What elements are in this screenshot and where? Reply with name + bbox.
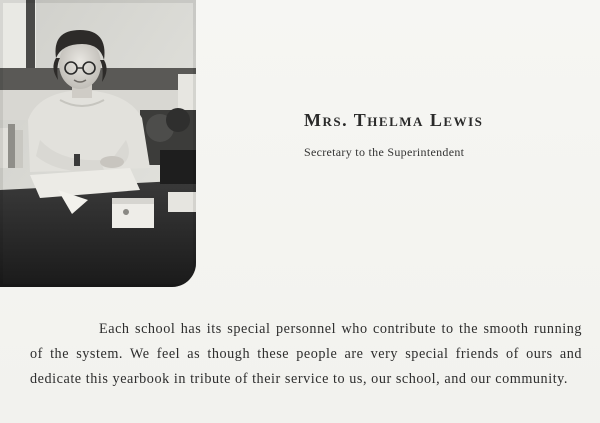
dedication-paragraph: Each school has its special personnel who contribute to the smooth running of the system. We feel as though these people are very special friends of ours and dedicate this yearbook in tribute of their service to us, our school, and our community. [30,321,582,387]
portrait-caption [304,110,574,160]
portrait-photo-image [0,0,196,287]
person-title: Secretary to the Superintendent [304,145,465,159]
person-name: Mrs. Thelma Lewis [304,110,484,130]
portrait-photo [0,0,196,287]
